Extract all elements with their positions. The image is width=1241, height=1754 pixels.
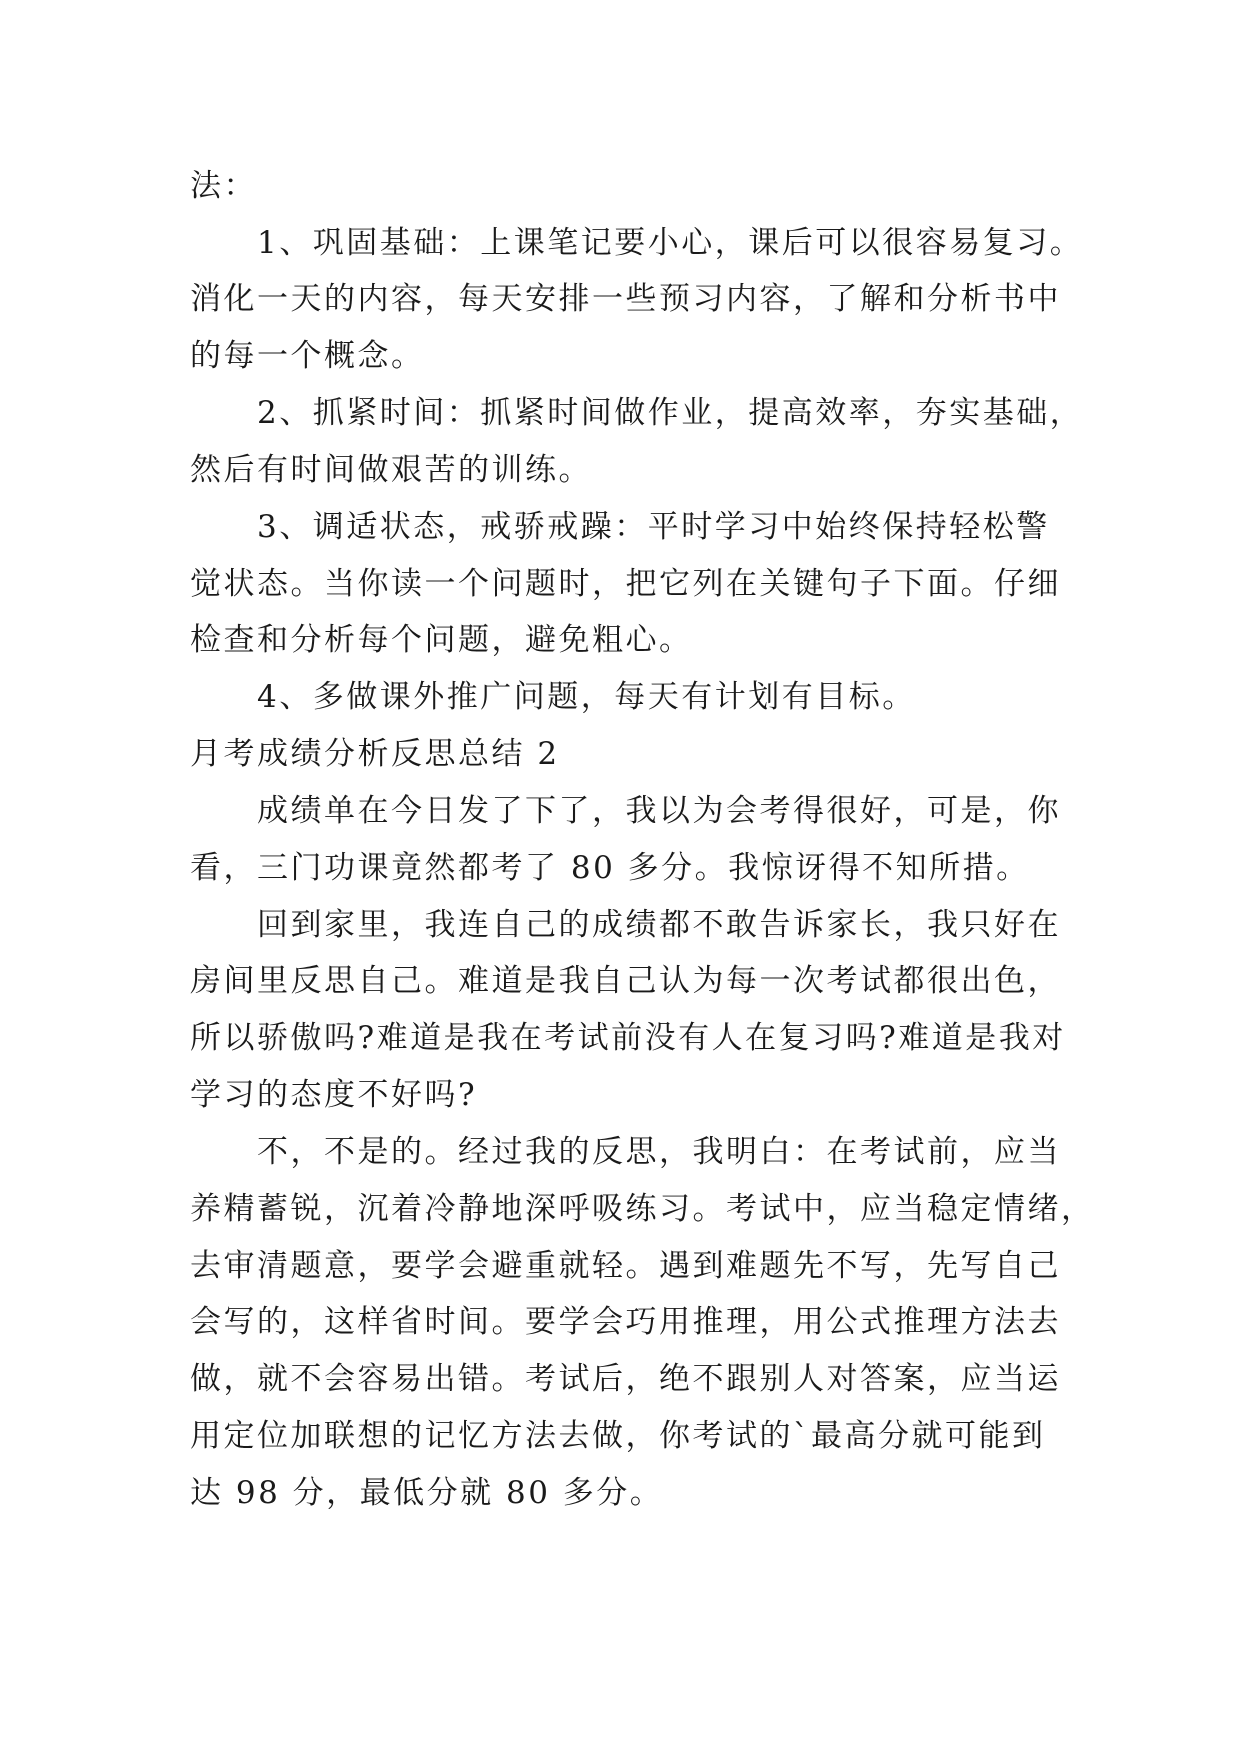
text-line: 去审清题意，要学会避重就轻。遇到难题先不写，先写自己 — [190, 1248, 1061, 1284]
text-line: 达 98 分，最低分就 80 多分。 — [190, 1475, 664, 1511]
list-item-3: 3、调适状态，戒骄戒躁：平时学习中始终保持轻松警 — [257, 509, 1050, 545]
text-line: 法： — [190, 168, 257, 204]
section-heading: 月考成绩分析反思总结 2 — [190, 736, 560, 772]
text-line: 然后有时间做艰苦的训练。 — [190, 452, 592, 488]
list-item-4: 4、多做课外推广问题，每天有计划有目标。 — [257, 679, 916, 715]
text-line: 房间里反思自己。难道是我自己认为每一次考试都很出色， — [190, 963, 1061, 999]
paragraph-start: 回到家里，我连自己的成绩都不敢告诉家长，我只好在 — [257, 907, 1061, 943]
text-line: 所以骄傲吗?难道是我在考试前没有人在复习吗?难道是我对 — [190, 1020, 1066, 1056]
list-item-1: 1、巩固基础：上课笔记要小心，课后可以很容易复习。 — [257, 225, 1084, 261]
text-line: 看，三门功课竟然都考了 80 多分。我惊讶得不知所措。 — [190, 850, 1030, 886]
text-line: 做，就不会容易出错。考试后，绝不跟别人对答案，应当运 — [190, 1361, 1061, 1397]
text-line: 检查和分析每个问题，避免粗心。 — [190, 622, 693, 658]
text-line: 会写的，这样省时间。要学会巧用推理，用公式推理方法去 — [190, 1304, 1061, 1340]
text-line: 养精蓄锐，沉着冷静地深呼吸练习。考试中，应当稳定情绪， — [190, 1191, 1095, 1227]
text-line: 用定位加联想的记忆方法去做，你考试的`最高分就可能到 — [190, 1418, 1046, 1454]
text-line: 学习的态度不好吗? — [190, 1077, 478, 1113]
paragraph-start: 不，不是的。经过我的反思，我明白：在考试前，应当 — [257, 1134, 1061, 1170]
text-line: 觉状态。当你读一个问题时，把它列在关键句子下面。仔细 — [190, 566, 1061, 602]
paragraph-start: 成绩单在今日发了下了，我以为会考得很好，可是，你 — [257, 793, 1061, 829]
text-line: 消化一天的内容，每天安排一些预习内容，了解和分析书中 — [190, 281, 1061, 317]
text-line: 的每一个概念。 — [190, 338, 425, 374]
list-item-2: 2、抓紧时间：抓紧时间做作业，提高效率，夯实基础， — [257, 395, 1084, 431]
